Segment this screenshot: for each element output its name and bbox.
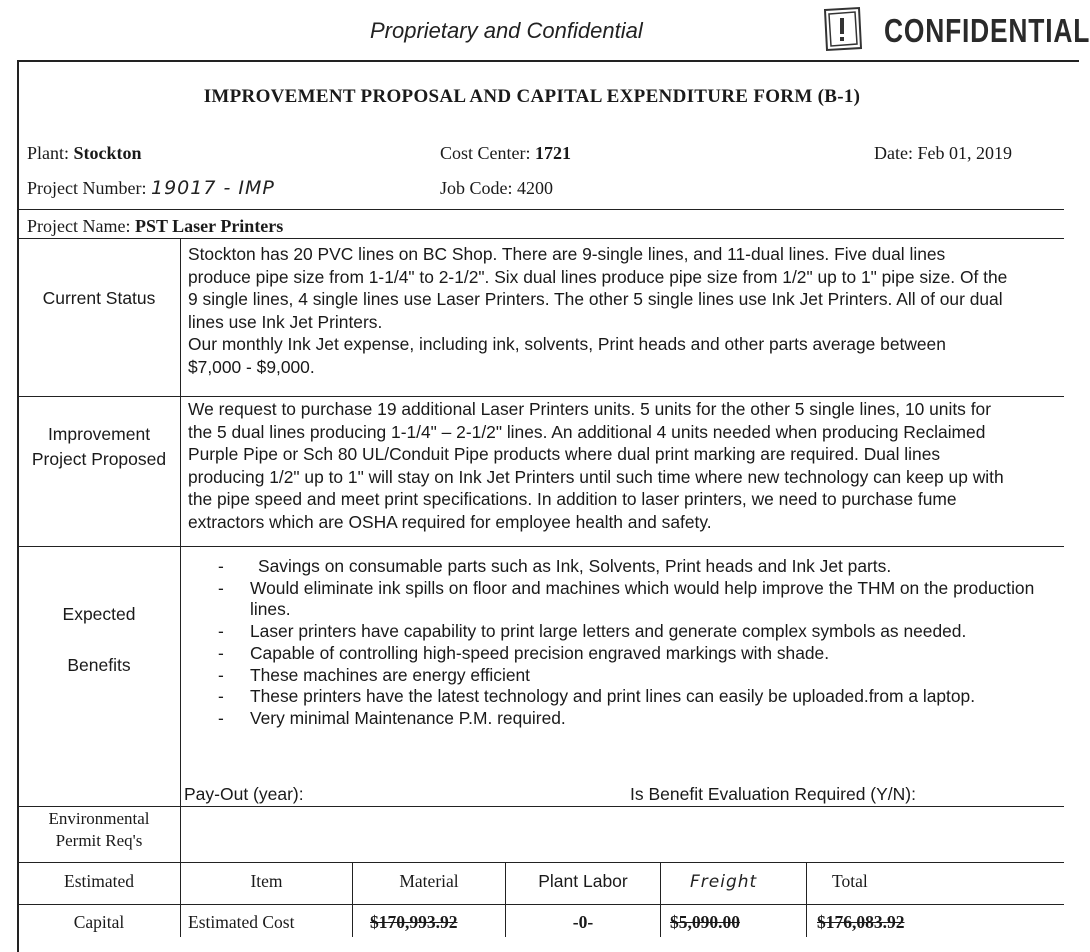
evaluation-label: Is Benefit Evaluation Required (Y/N): — [630, 784, 916, 804]
improvement-text: We request to purchase 19 additional Laser Printers units. 5 units for the other 5 single lines, 10 units for the 5 dual lines producing 1-1/4" – 2-1/2" lines. An additional 4 units needed when producing Reclaimed Purple Pipe or Sch 80 UL/Conduit Pipe products where dual print marking are required. Dual lines producing 1/2" up to 1" will stay on Ink Jet Printers until such time where new technology can keep up with the pipe speed and meet print specifications. In addition to laser printers, we need to purchase fume extractors which are OSHA required for employee health and safety. — [188, 399, 1004, 532]
row-item: Estimated Cost — [188, 912, 295, 932]
benefit-item: - Very minimal Maintenance P.M. required. — [212, 708, 1062, 730]
warning-icon — [817, 4, 867, 54]
rule — [18, 209, 1064, 210]
col-estimated: Estimated — [64, 871, 134, 891]
confidential-stamp: CONFIDENTIAL — [884, 12, 1090, 49]
rule — [18, 904, 1064, 905]
row-freight: $5,090.00 — [670, 912, 740, 932]
benefit-item: - Savings on consumable parts such as Ink, Solvents, Print heads and Ink Jet parts. — [212, 556, 1062, 578]
rule — [18, 396, 1064, 397]
col-material: Material — [399, 871, 459, 891]
row-plant-labor: -0- — [572, 912, 594, 932]
col-total: Total — [832, 871, 868, 891]
project-number-value: 19017 - IMP — [150, 177, 275, 199]
row-material: $170,993.92 — [370, 912, 458, 932]
improvement-label: Improvement Project Proposed — [31, 424, 167, 469]
col-freight: Freight — [690, 872, 758, 892]
rule — [18, 238, 1064, 239]
benefit-item: - These printers have the latest technology and print lines can easily be uploaded.from a laptop. — [212, 686, 1062, 708]
row-category: Capital — [73, 912, 125, 932]
date-label: Date: — [874, 143, 913, 163]
document-header: Proprietary and Confidential — [370, 18, 643, 43]
cost-center-label: Cost Center: — [440, 143, 531, 163]
payout-label: Pay-Out (year): — [184, 784, 304, 804]
date-field — [874, 143, 1012, 164]
date-value: Feb 01, 2019 — [917, 143, 1012, 163]
project-name-label: Project Name: — [27, 216, 131, 236]
current-status-label: Current Status — [42, 288, 156, 308]
col-item: Item — [250, 871, 283, 891]
project-number-field — [27, 177, 275, 199]
cost-center-value: 1721 — [535, 143, 571, 163]
job-code-field — [440, 178, 553, 199]
plant-label: Plant: — [27, 143, 70, 163]
rule — [18, 546, 1064, 547]
environmental-label: Environmental Permit Req's — [48, 809, 150, 850]
project-name-field — [27, 216, 283, 237]
benefit-item: - Capable of controlling high-speed precision engraved markings with shade. — [212, 643, 1062, 665]
project-number-label: Project Number: — [27, 178, 147, 198]
rule — [180, 238, 181, 937]
rule — [806, 862, 807, 937]
plant-field — [27, 143, 142, 164]
plant-value: Stockton — [73, 143, 142, 163]
benefits-label-1: Expected — [62, 604, 136, 624]
benefits-list — [212, 556, 1062, 730]
current-status-text: Stockton has 20 PVC lines on BC Shop. There are 9-single lines, and 11-dual lines. Five dual lines produce pipe size from 1-1/4" to 2-1/2". Six dual lines produce pipe size from 1/2" up to 1" pipe size. Of the 9 single lines, 4 single lines use Laser Printers. The other 5 single lines use Ink Jet Printers. All of our dual lines use Ink Jet Printers. Our monthly Ink Jet expense, including ink, solvents, Print heads and other parts average between $7,000 - $9,000. — [188, 244, 1008, 377]
rule — [18, 806, 1064, 807]
rule — [18, 862, 1064, 863]
benefit-item: - Laser printers have capability to print large letters and generate complex symbols as needed. — [212, 621, 1062, 643]
rule — [660, 862, 661, 937]
cost-center-field — [440, 143, 571, 164]
project-name-value: PST Laser Printers — [134, 216, 284, 236]
job-code-label: Job Code: — [440, 178, 513, 198]
form-title: IMPROVEMENT PROPOSAL AND CAPITAL EXPENDITURE FORM (B-1) — [203, 86, 861, 107]
row-total: $176,083.92 — [817, 912, 905, 932]
benefits-label-2: Benefits — [67, 655, 131, 675]
benefit-item: - Would eliminate ink spills on floor and machines which would help improve the THM on the production lines. — [212, 578, 1062, 621]
col-plant-labor: Plant Labor — [538, 871, 628, 891]
benefit-item: - These machines are energy efficient — [212, 665, 1062, 687]
job-code-value: 4200 — [517, 178, 554, 198]
